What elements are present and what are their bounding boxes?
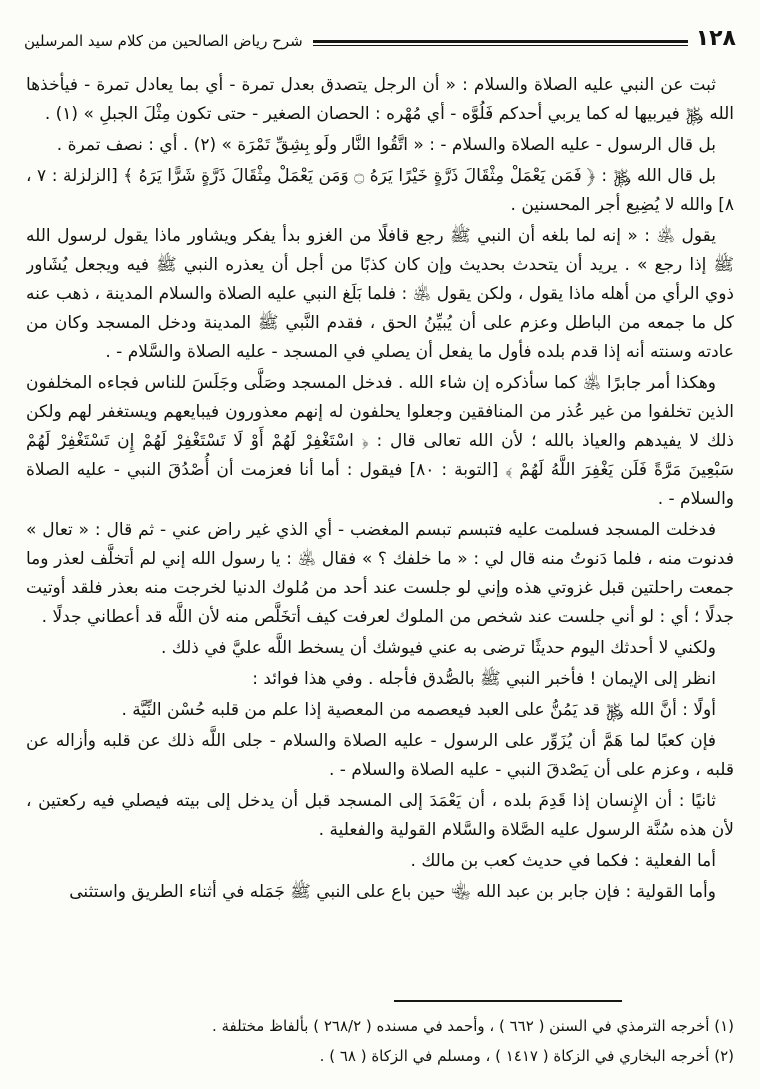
paragraph: بل قال الرسول - عليه الصلاة والسلام - : « اتَّقُوا النَّار ولَو بِشِقِّ تَمْرَة » (٢) . أي : نصف تمرة . xyxy=(56,135,716,155)
paragraph: ثانيًا : أن الإِنسان إذا قَدِمَ بلده ، أن يَعْمَدَ إلى المسجد قبل أن يدخل إلى بيته فيصلي فيه ركعتين ، لأن هذه سُنَّة الرسول عليه الصَّلاة والسَّلام القولية والفعلية . xyxy=(26,791,734,840)
paragraph: انظر إلى الإيمان ! فأخبر النبي ﷺ بالصُّدق فأجله . وفي هذا فوائد : xyxy=(252,669,716,689)
page-header xyxy=(0,0,760,51)
footnotes-section xyxy=(26,1000,734,1071)
page-number: ١٢٨ xyxy=(695,26,736,51)
footnote-separator xyxy=(394,1000,622,1002)
book-title: شرح رياض الصالحين من كلام سيد المرسلين xyxy=(24,31,303,50)
paragraph: وهكذا أمر جابرًا ﵁ كما سأذكره إن شاء الله . فدخل المسجد وصَلَّى وجَلَسَ للناس فجاءه المخلفون الذين تخلفوا من غير عُذر من المنافقين وجعلوا يحلفون له إنهم معذورون فيبايعهم ويستغفر لهم ولكن ذلك لا يفيدهم والعياذ بالله ؛ لأن الله تعالى قال : ﴿ اسْتَغْفِرْ لَهُمْ أَوْ لَا تَسْتَغْفِرْ لَهُمْ إِن تَسْتَغْفِرْ لَهُمْ سَبْعِينَ مَرَّةً فَلَن يَغْفِرَ اللَّهُ لَهُمْ ﴾ [التوبة : ٨٠] فيقول : أما أنا فعزمت أن أُصْدُقَ النبي - عليه الصلاة والسلام - . xyxy=(26,373,734,509)
paragraph: أما الفعلية : فكما في حديث كعب بن مالك . xyxy=(410,851,716,871)
paragraph: فإن كعبًا لما هَمَّ أن يُزَوِّر على الرسول - عليه الصلاة والسلام - جلى اللَّه ذلك عن قلبه وأزاله عن قلبه ، وعزم على أن يَصْدقَ النبي - عليه الصلاة والسلام - . xyxy=(26,731,734,780)
paragraph: ولكني لا أحدثك اليوم حديثًا ترضى به عني فيوشك أن يسخط اللَّه عليَّ في ذلك . xyxy=(160,638,716,658)
footnote-list xyxy=(26,1011,734,1071)
page-body xyxy=(26,71,734,969)
paragraph: ثبت عن النبي عليه الصلاة والسلام : « أن الرجل يتصدق بعدل تمرة - أي بما يعادل تمرة - فيأخذها الله ﷿ فيربيها له كما يربي أحدكم فَلُوَّه - أي مُهْره : الحصان الصغير - حتى تكون مِثْلَ الجبلِ » (١) . xyxy=(26,75,734,124)
paragraph: وأما القولية : فإن جابر بن عبد الله ﵄ حين باع على النبي ﷺ جَمَله في أثناء الطريق واستثنى xyxy=(69,882,716,902)
paragraph: بل قال الله ﷿ : ﴿ فَمَن يَعْمَلْ مِثْقَالَ ذَرَّةٍ خَيْرًا يَرَهُ ۝ وَمَن يَعْمَلْ مِثْقَالَ ذَرَّةٍ شَرًّا يَرَهُ ﴾ [الزلزلة : ٧ ، ٨] والله لا يُضِيع أجر المحسنين . xyxy=(26,166,734,215)
paragraph: أولًا : أنَّ الله ﷿ قد يَمُنُّ على العبد فيعصمه من المعصية إذا علم من قلبه حُسْن النِّيَّة . xyxy=(121,700,716,720)
footnote: (٢) أخرجه البخاري في الزكاة ( ١٤١٧ ) ، ومسلم في الزكاة ( ٦٨ ) . xyxy=(319,1047,734,1065)
header-rule xyxy=(313,40,688,46)
footnote: (١) أخرجه الترمذي في السنن ( ٦٦٢ ) ، وأحمد في مسنده ( ٢٦٨/٢ ) بألفاظ مختلفة . xyxy=(211,1017,734,1035)
paragraph: يقول ﵁ : « إنه لما بلغه أن النبي ﷺ رجع قافلًا من الغزو بدأ يفكر ويشاور ماذا يقول لرسول الله ﷺ إذا رجع » . يريد أن يتحدث بحديث وإن كان كذبًا من أجل أن يعذره النبي ﷺ فيه ويجعل يُشَاور ذوي الرأي من أهله ماذا يقول ، ولكن يقول ﵁ : فلما بَلَغ النبي عليه الصلاة والسلام المدينة ، ذهب عنه كل ما جمعه من الباطل وعزم على أن يُبيِّنُ الحق ، فقدم النَّبي ﷺ المدينة ودخل المسجد وكان من عادته وسنته أنه إذا قدم بلده فأول ما يفعل أن يصلي في المسجد - عليه الصلاة والسَّلام - . xyxy=(26,226,734,362)
paragraph: فدخلت المسجد فسلمت عليه فتبسم تبسم المغضب - أي الذي غير راض عني - ثم قال : « تعال » فدنوت منه ، فلما دَنوتُ منه قال لي : « ما خلفك ؟ » فقال ﵁ : يا رسول الله إني لم أتخلَّف لعذر وما جمعت راحلتين قبل غزوتي هذه وإني لو جلست عند أحد من مُلوك الدنيا لخرجت منه بعذر فلقد أوتيت جدلًا ؛ أي : لو أني جلست عند شخص من الملوك لعرفت كيف أتخَلَّص منه لأن اللَّه قد أعطاني جدلًا . xyxy=(26,520,734,627)
